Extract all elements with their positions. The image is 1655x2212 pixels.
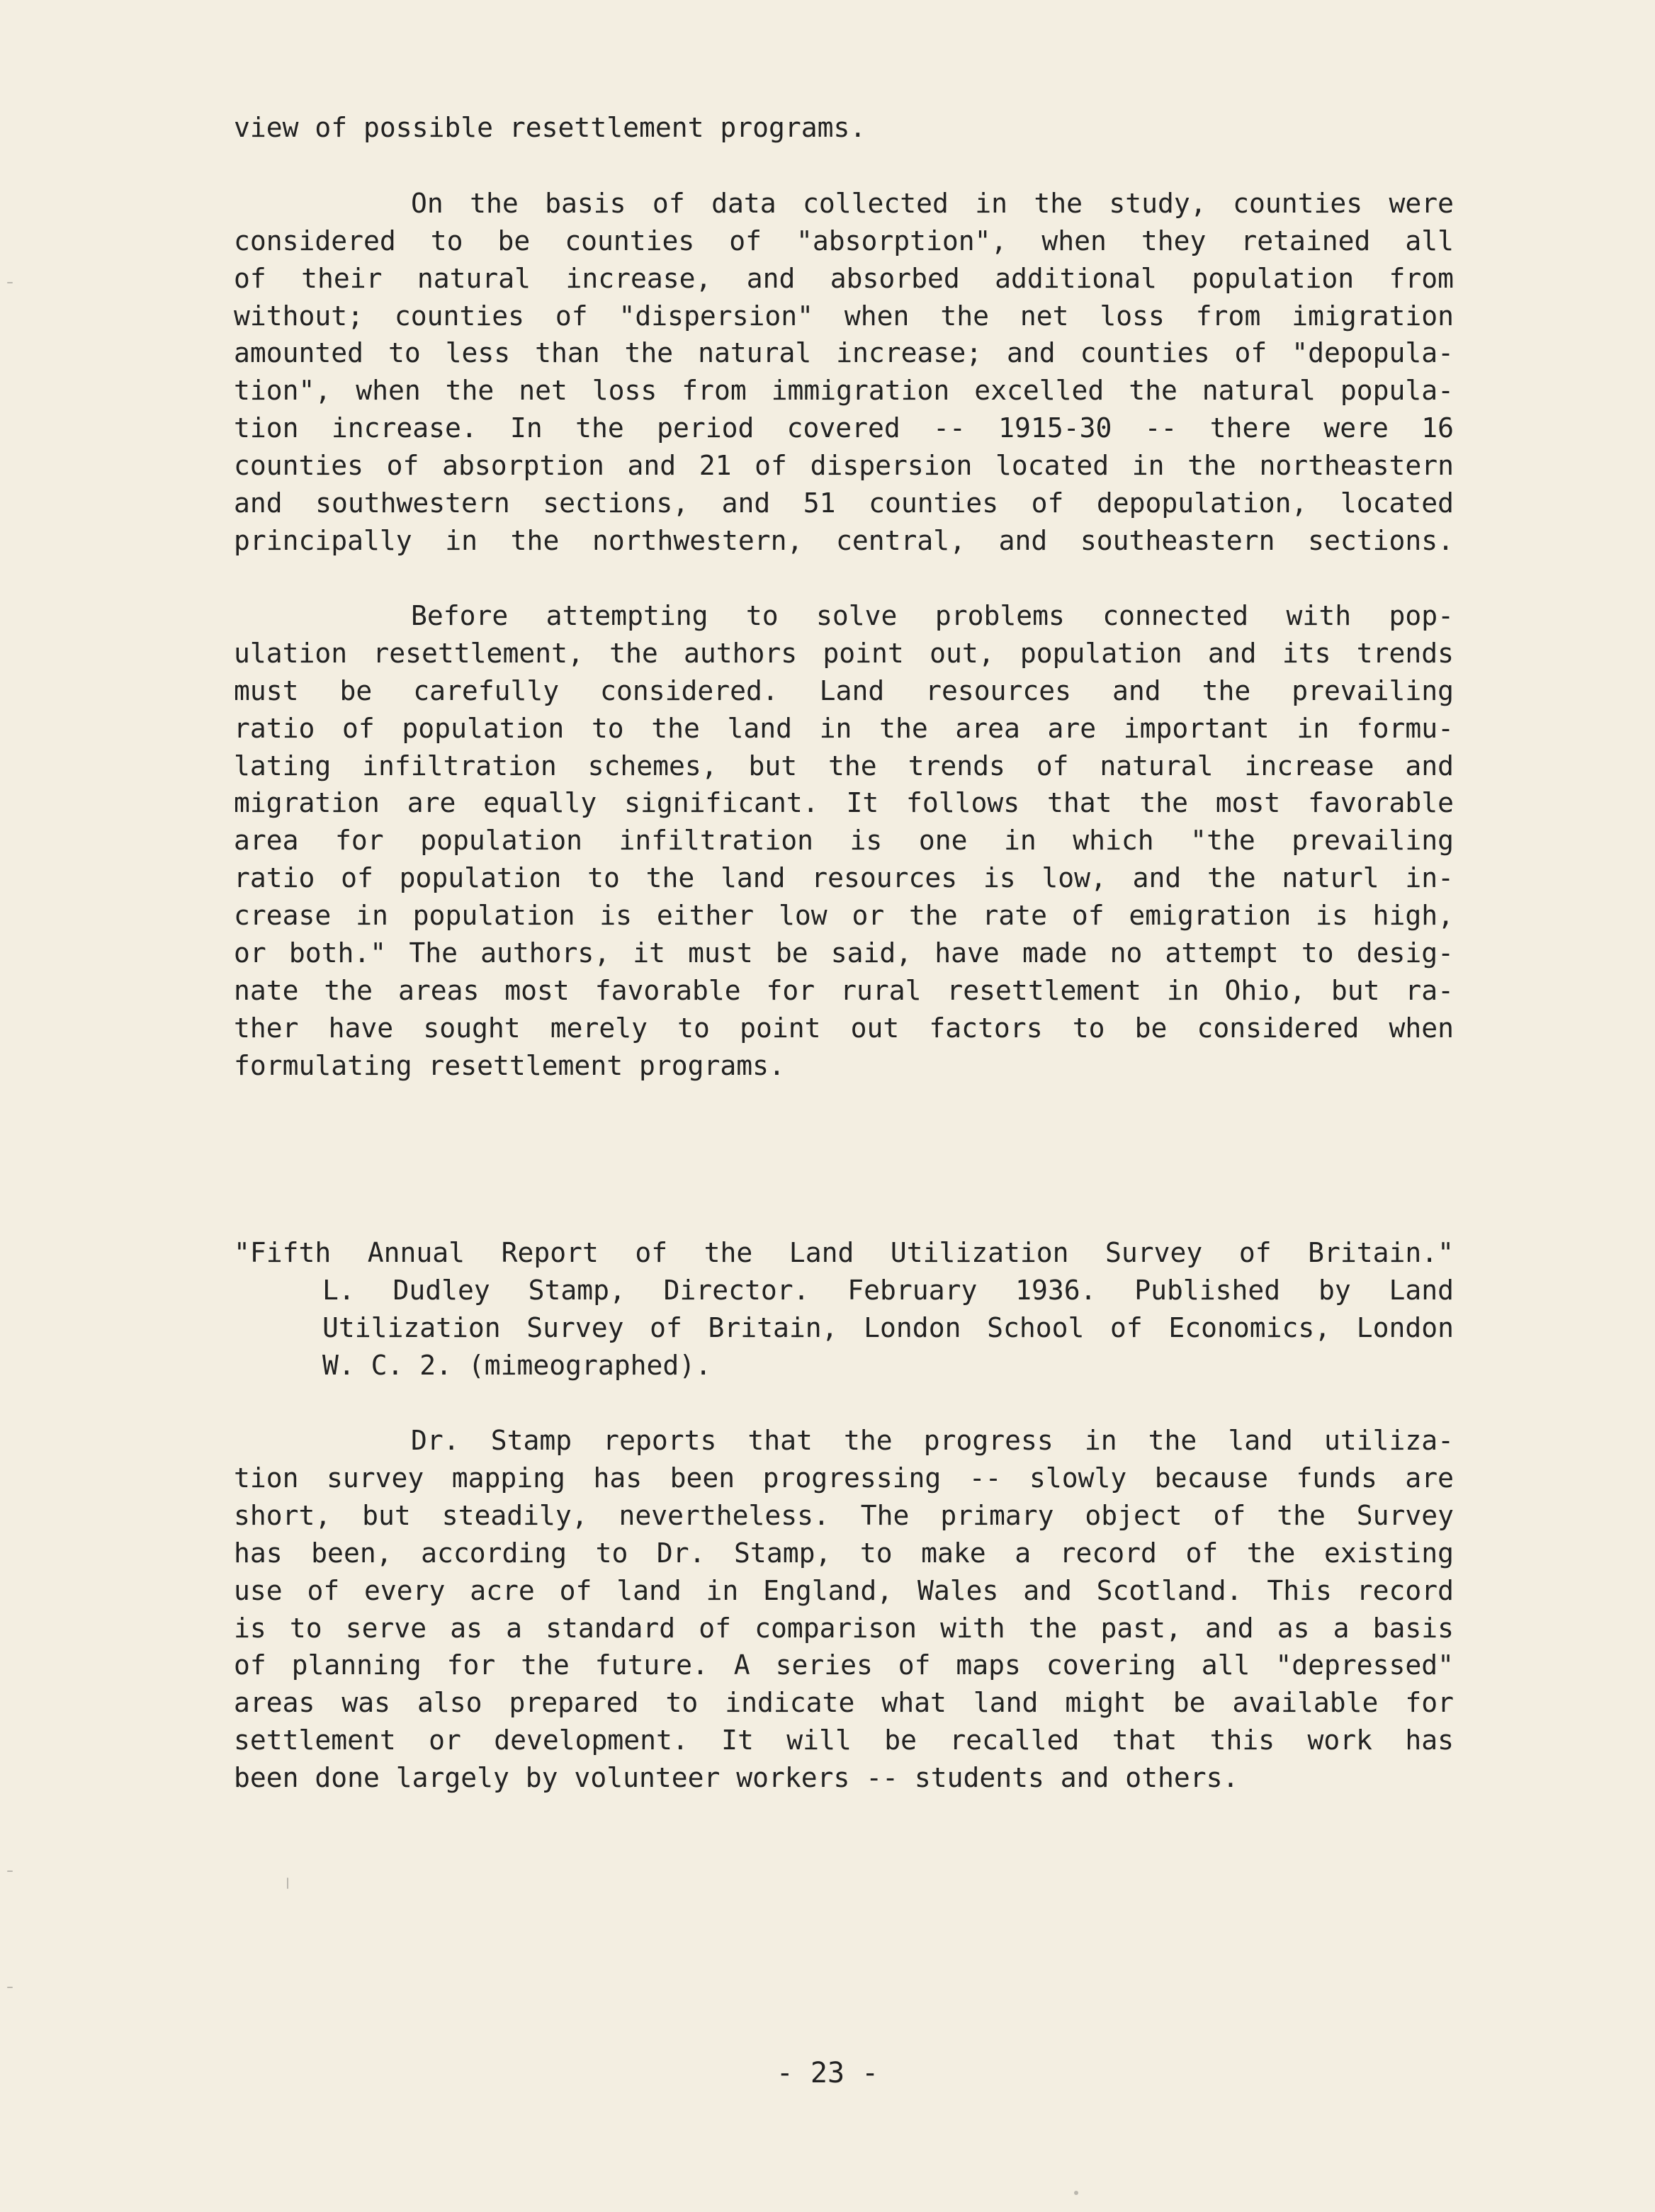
summary-line: of planning for the future. A series of maps covering all "depressed" <box>234 1649 1454 1681</box>
paragraph-line: migration are equally significant. It follows that the most favorable <box>234 787 1454 818</box>
paragraph-line: principally in the northwestern, central, and southeastern sections. <box>234 525 1454 556</box>
paragraph-line: view of possible resettlement programs. <box>234 112 866 143</box>
reference-citation: Utilization Survey of Britain, London School of Economics, London <box>322 1312 1454 1343</box>
paragraph-line: tion increase. In the period covered -- 1915-30 -- there were 16 <box>234 412 1454 444</box>
paragraph-line: ther have sought merely to point out factors to be considered when <box>234 1012 1454 1044</box>
summary-line: short, but steadily, nevertheless. The primary object of the Survey <box>234 1500 1454 1531</box>
reference-citation: "Fifth Annual Report of the Land Utilization Survey of Britain." <box>234 1237 1454 1268</box>
paragraph-line: area for population infiltration is one in which "the prevailing <box>234 825 1454 856</box>
paragraph-line: and southwestern sections, and 51 counties of depopulation, located <box>234 487 1454 519</box>
scan-speck <box>7 282 13 283</box>
summary-line: is to serve as a standard of comparison with the past, and as a basis <box>234 1613 1454 1644</box>
reference-citation: L. Dudley Stamp, Director. February 1936. Published by Land <box>322 1275 1454 1306</box>
summary-line: use of every acre of land in England, Wales and Scotland. This record <box>234 1575 1454 1606</box>
summary-line: been done largely by volunteer workers -- students and others. <box>234 1762 1239 1793</box>
scan-speck <box>7 1987 13 1988</box>
paragraph-line: crease in population is either low or the rate of emigration is high, <box>234 900 1454 931</box>
paragraph-line: must be carefully considered. Land resources and the prevailing <box>234 675 1454 706</box>
summary-line: has been, according to Dr. Stamp, to make a record of the existing <box>234 1537 1454 1569</box>
paragraph-line: nate the areas most favorable for rural resettlement in Ohio, but ra- <box>234 975 1454 1006</box>
paragraph-line: Before attempting to solve problems connected with pop- <box>411 600 1454 631</box>
page-number: - 23 - <box>776 2057 879 2089</box>
paragraph-line: lating infiltration schemes, but the trends of natural increase and <box>234 750 1454 781</box>
paragraph-line: of their natural increase, and absorbed additional population from <box>234 263 1454 294</box>
scan-speck <box>7 1870 13 1872</box>
paragraph-line: ratio of population to the land in the area are important in formu- <box>234 713 1454 744</box>
paragraph-line: or both." The authors, it must be said, have made no attempt to desig- <box>234 937 1454 969</box>
summary-line: settlement or development. It will be recalled that this work has <box>234 1725 1454 1756</box>
reference-citation: W. C. 2. (mimeographed). <box>322 1350 712 1381</box>
scan-speck <box>1074 2191 1078 2195</box>
scan-speck <box>287 1878 288 1889</box>
paragraph-line: counties of absorption and 21 of dispersion located in the northeastern <box>234 450 1454 481</box>
paragraph-line: ratio of population to the land resources is low, and the naturl in- <box>234 862 1454 893</box>
paragraph-line: considered to be counties of "absorption", when they retained all <box>234 225 1454 256</box>
paragraph-line: formulating resettlement programs. <box>234 1050 785 1081</box>
paragraph-line: amounted to less than the natural increase; and counties of "depopula- <box>234 337 1454 368</box>
paragraph-line: ulation resettlement, the authors point out, population and its trends <box>234 638 1454 669</box>
paragraph-line: without; counties of "dispersion" when the net loss from imigration <box>234 300 1454 332</box>
summary-line: tion survey mapping has been progressing -- slowly because funds are <box>234 1462 1454 1494</box>
summary-line: Dr. Stamp reports that the progress in the land utiliza- <box>411 1425 1454 1456</box>
paragraph-line: On the basis of data collected in the study, counties were <box>411 188 1454 219</box>
paragraph-line: tion", when the net loss from immigration excelled the natural popula- <box>234 375 1454 406</box>
summary-line: areas was also prepared to indicate what land might be available for <box>234 1687 1454 1718</box>
